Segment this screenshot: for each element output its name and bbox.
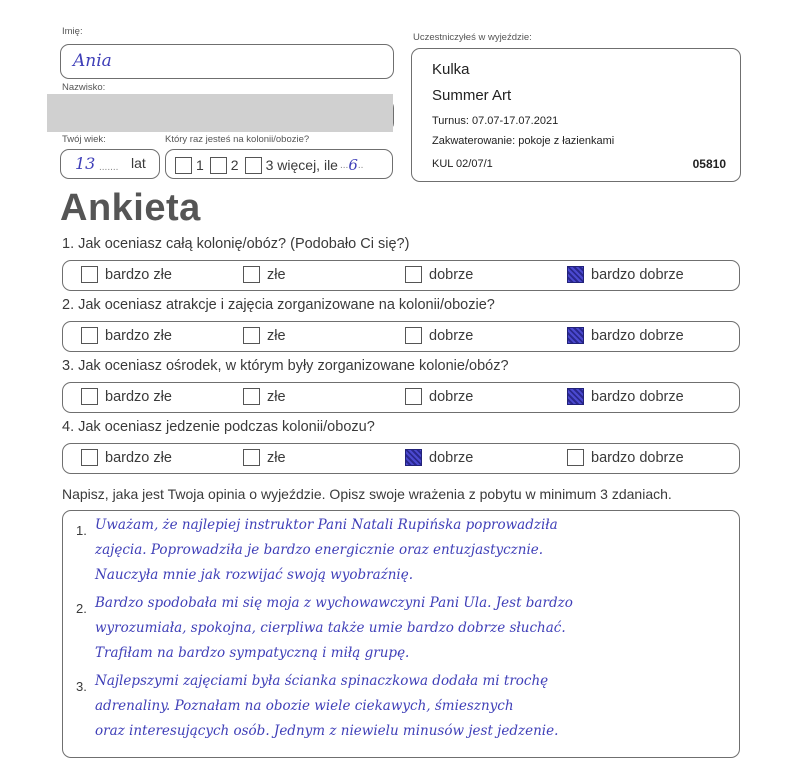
age-unit: lat xyxy=(131,155,146,171)
question-4-option-3[interactable] xyxy=(405,449,473,466)
essay-number-1: 1. xyxy=(76,523,87,538)
question-2-text: 2. Jak oceniasz atrakcje i zajęcia zorganizowane na kolonii/obozie? xyxy=(62,297,495,313)
form-title: Ankieta xyxy=(60,187,201,229)
accommodation-label: Zakwaterowanie: xyxy=(432,135,516,147)
name-field[interactable] xyxy=(60,44,394,79)
essay-line-3: Nauczyła mnie jak rozwijać swoją wyobraźnię. xyxy=(95,567,414,583)
essay-prompt: Napisz, jaka jest Twoja opinia o wyjeździe. Opisz swoje wrażenia z pobytu w minimum 3 zdaniach. xyxy=(62,486,672,502)
question-1-option-3[interactable] xyxy=(405,266,473,283)
question-2-checkbox-1[interactable] xyxy=(81,327,98,344)
option-label: bardzo złe xyxy=(105,388,172,405)
times-checkbox-3[interactable] xyxy=(245,157,262,174)
question-1-checkbox-4[interactable] xyxy=(567,266,584,283)
times-checkbox-2[interactable] xyxy=(210,157,227,174)
trip-name: Kulka xyxy=(432,61,470,78)
trip-program: Summer Art xyxy=(432,87,512,104)
question-3-option-4[interactable] xyxy=(567,388,684,405)
age-field[interactable]: 13 ....... lat xyxy=(60,149,160,179)
trip-info-box xyxy=(411,48,741,182)
question-3-checkbox-3[interactable] xyxy=(405,388,422,405)
age-value: 13 xyxy=(75,154,96,173)
times-option-2: 2 xyxy=(230,157,239,173)
name-label: Imię: xyxy=(62,26,83,37)
question-4-text: 4. Jak oceniasz jedzenie podczas kolonii/obozu? xyxy=(62,419,375,435)
times-label: Który raz jesteś na kolonii/obozie? xyxy=(165,134,310,145)
surname-label: Nazwisko: xyxy=(62,82,106,93)
times-option-3: 3 więcej, ile xyxy=(265,157,338,173)
times-value: 6 xyxy=(348,156,358,174)
essay-line-7: Najlepszymi zajęciami była ścianka spinaczkowa dodała mi trochę xyxy=(95,673,549,689)
question-3-checkbox-1[interactable] xyxy=(81,388,98,405)
option-label: bardzo dobrze xyxy=(591,388,684,405)
question-4-checkbox-4[interactable] xyxy=(567,449,584,466)
turnus-label: Turnus: xyxy=(432,115,469,127)
option-label: bardzo dobrze xyxy=(591,266,684,283)
question-1-checkbox-1[interactable] xyxy=(81,266,98,283)
question-1-options xyxy=(62,260,740,291)
trip-number: 05810 xyxy=(692,157,726,171)
question-2-checkbox-4[interactable] xyxy=(567,327,584,344)
essay-line-1: Uważam, że najlepiej instruktor Pani Natali Rupińska poprowadziła xyxy=(95,517,558,533)
option-label: bardzo złe xyxy=(105,449,172,466)
question-2-option-3[interactable] xyxy=(405,327,473,344)
question-1-checkbox-2[interactable] xyxy=(243,266,260,283)
option-label: złe xyxy=(267,327,286,344)
question-3-option-2[interactable] xyxy=(243,388,286,405)
option-label: złe xyxy=(267,388,286,405)
essay-number-3: 3. xyxy=(76,679,87,694)
question-4-checkbox-1[interactable] xyxy=(81,449,98,466)
option-label: dobrze xyxy=(429,449,474,466)
question-3-option-1[interactable] xyxy=(81,388,172,405)
option-label: złe xyxy=(267,449,286,466)
question-2-option-1[interactable] xyxy=(81,327,172,344)
question-4-option-2[interactable] xyxy=(243,449,286,466)
accommodation-value: pokoje z łazienkami xyxy=(518,135,615,147)
option-label: dobrze xyxy=(429,327,474,344)
question-2-checkbox-3[interactable] xyxy=(405,327,422,344)
question-2-checkbox-2[interactable] xyxy=(243,327,260,344)
option-label: bardzo złe xyxy=(105,266,172,283)
trip-code: KUL 02/07/1 xyxy=(432,158,493,170)
question-1-option-2[interactable] xyxy=(243,266,286,283)
question-3-checkbox-4[interactable] xyxy=(567,388,584,405)
times-field[interactable]: 1 2 3 więcej, ile ... 6 .. xyxy=(165,149,393,179)
option-label: bardzo dobrze xyxy=(591,327,684,344)
question-1-option-4[interactable] xyxy=(567,266,684,283)
question-1-option-1[interactable] xyxy=(81,266,172,283)
question-3-options xyxy=(62,382,740,413)
question-2-option-4[interactable] xyxy=(567,327,684,344)
question-4-checkbox-3[interactable] xyxy=(405,449,422,466)
times-checkbox-1[interactable] xyxy=(175,157,192,174)
question-1-text: 1. Jak oceniasz całą kolonię/obóz? (Podobało Ci się?) xyxy=(62,236,410,252)
question-1-checkbox-3[interactable] xyxy=(405,266,422,283)
option-label: bardzo dobrze xyxy=(591,449,684,466)
participant-label: Uczestniczyłeś w wyjeździe: xyxy=(413,32,532,43)
question-3-checkbox-2[interactable] xyxy=(243,388,260,405)
essay-line-6: Trafiłam na bardzo sympatyczną i miłą grupę. xyxy=(95,645,410,661)
question-4-option-4[interactable] xyxy=(567,449,684,466)
turnus-value: 07.07-17.07.2021 xyxy=(471,115,559,127)
name-value: Ania xyxy=(73,51,112,71)
option-label: bardzo złe xyxy=(105,327,172,344)
question-3-option-3[interactable] xyxy=(405,388,473,405)
essay-number-2: 2. xyxy=(76,601,87,616)
essay-line-9: oraz interesujących osób. Jednym z niewielu minusów jest jedzenie. xyxy=(95,723,559,739)
option-label: dobrze xyxy=(429,266,474,283)
question-4-checkbox-2[interactable] xyxy=(243,449,260,466)
question-3-text: 3. Jak oceniasz ośrodek, w którym były zorganizowane kolonie/obóz? xyxy=(62,358,509,374)
age-label: Twój wiek: xyxy=(62,134,106,145)
essay-line-4: Bardzo spodobała mi się moja z wychowawczyni Pani Ula. Jest bardzo xyxy=(95,595,573,611)
question-4-option-1[interactable] xyxy=(81,449,172,466)
redaction-block xyxy=(47,94,393,132)
essay-line-5: wyrozumiała, spokojna, cierpliwa także umie bardzo dobrze słuchać. xyxy=(95,620,566,636)
option-label: dobrze xyxy=(429,388,474,405)
times-option-1: 1 xyxy=(196,157,204,173)
question-4-options xyxy=(62,443,740,474)
option-label: złe xyxy=(267,266,286,283)
essay-line-8: adrenaliny. Poznałam na obozie wiele ciekawych, śmiesznych xyxy=(95,698,514,714)
question-2-options xyxy=(62,321,740,352)
question-2-option-2[interactable] xyxy=(243,327,286,344)
essay-line-2: zajęcia. Poprowadziła je bardzo energicznie oraz entuzjastycznie. xyxy=(95,542,544,558)
